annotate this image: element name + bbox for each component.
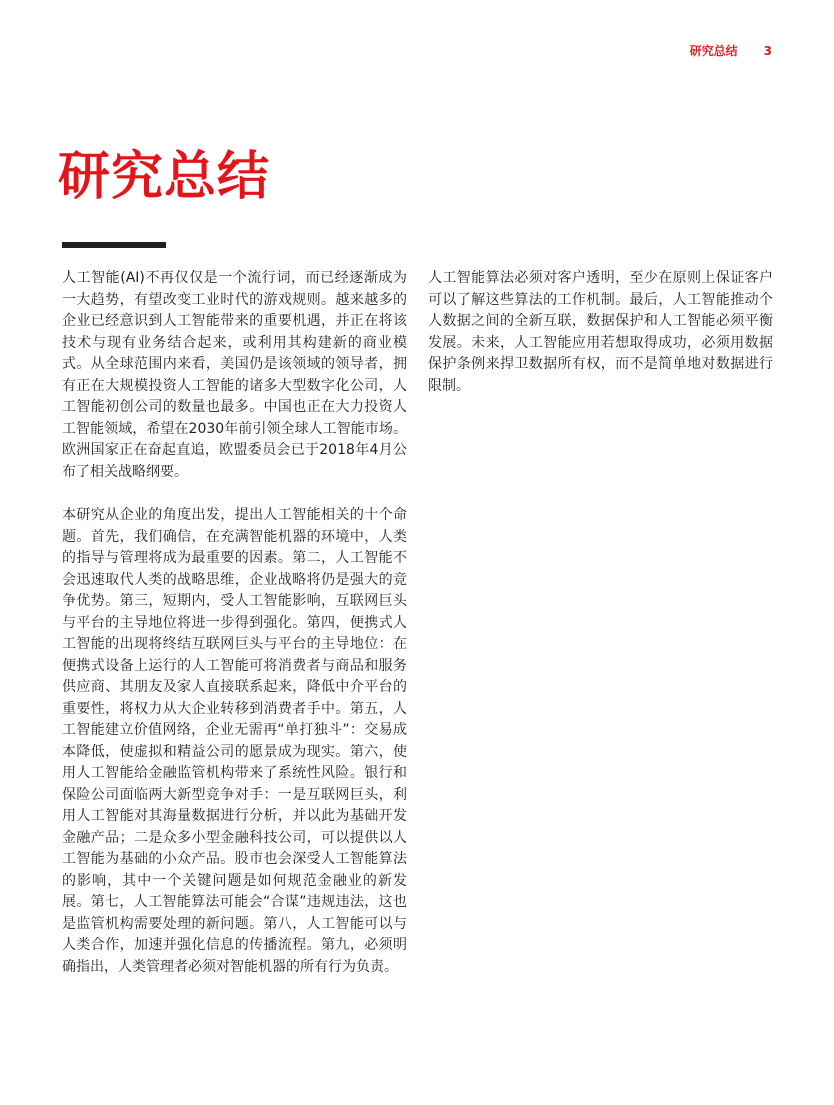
body-paragraph: 人工智能算法必须对客户透明，至少在原则上保证客户可以了解这些算法的工作机制。最后，人工智能推动个人数据之间的全新互联，数据保护和人工智能必须平衡发展。未来，人工智能应用若想取得成功，必须用数据保护条例来捍卫数据所有权，而不是简单地对数据进行限制。 xyxy=(428,270,773,394)
body-paragraph: 人工智能(AI)不再仅仅是一个流行词，而已经逐渐成为一大趋势，有望改变工业时代的游戏规则。越来越多的企业已经意识到人工智能带来的重要机遇，并正在将该技术与现有业务结合起来，或利用其构建新的商业模式。从全球范围内来看，美国仍是该领域的领导者，拥有正在大规模投资人工智能的诸多大型数字化公司，人工智能初创公司的数量也最多。中国也正在大力投资人工智能领域，希望在2030年前引领全球人工智能市场。欧洲国家正在奋起直追，欧盟委员会已于2018年4月公布了相关战略纲要。 xyxy=(62,270,407,480)
page-title: 研究总结 xyxy=(58,147,271,207)
body-column-right xyxy=(428,268,773,419)
body-column-left xyxy=(62,268,407,1000)
running-header-title: 研究总结 xyxy=(689,44,738,58)
page-number: 3 xyxy=(763,44,772,58)
body-paragraph: 本研究从企业的角度出发，提出人工智能相关的十个命题。首先，我们确信，在充满智能机器的环境中，人类的指导与管理将成为最重要的因素。第二，人工智能不会迅速取代人类的战略思维，企业战略将仍是强大的竞争优势。第三，短期内，受人工智能影响，互联网巨头与平台的主导地位将进一步得到强化。第四，便携式人工智能的出现将终结互联网巨头与平台的主导地位：在便携式设备上运行的人工智能可将消费者与商品和服务供应商、其朋友及家人直接联系起来，降低中介平台的重要性，将权力从大企业转移到消费者手中。第五，人工智能建立价值网络，企业无需再“单打独斗”：交易成本降低，使虚拟和精益公司的愿景成为现实。第六，使用人工智能给金融监管机构带来了系统性风险。银行和保险公司面临两大新型竞争对手：一是互联网巨头，利用人工智能对其海量数据进行分析，并以此为基础开发金融产品；二是众多小型金融科技公司，可以提供以人工智能为基础的小众产品。股市也会深受人工智能算法的影响，其中一个关键问题是如何规范金融业的新发展。第七，人工智能算法可能会“合谋”违规违法，这也是监管机构需要处理的新问题。第八，人工智能可以与人类合作，加速并强化信息的传播流程。第九，必须明确指出，人类管理者必须对智能机器的所有行为负责。 xyxy=(62,507,407,975)
running-header xyxy=(690,42,772,59)
title-underline-rule xyxy=(62,242,166,248)
